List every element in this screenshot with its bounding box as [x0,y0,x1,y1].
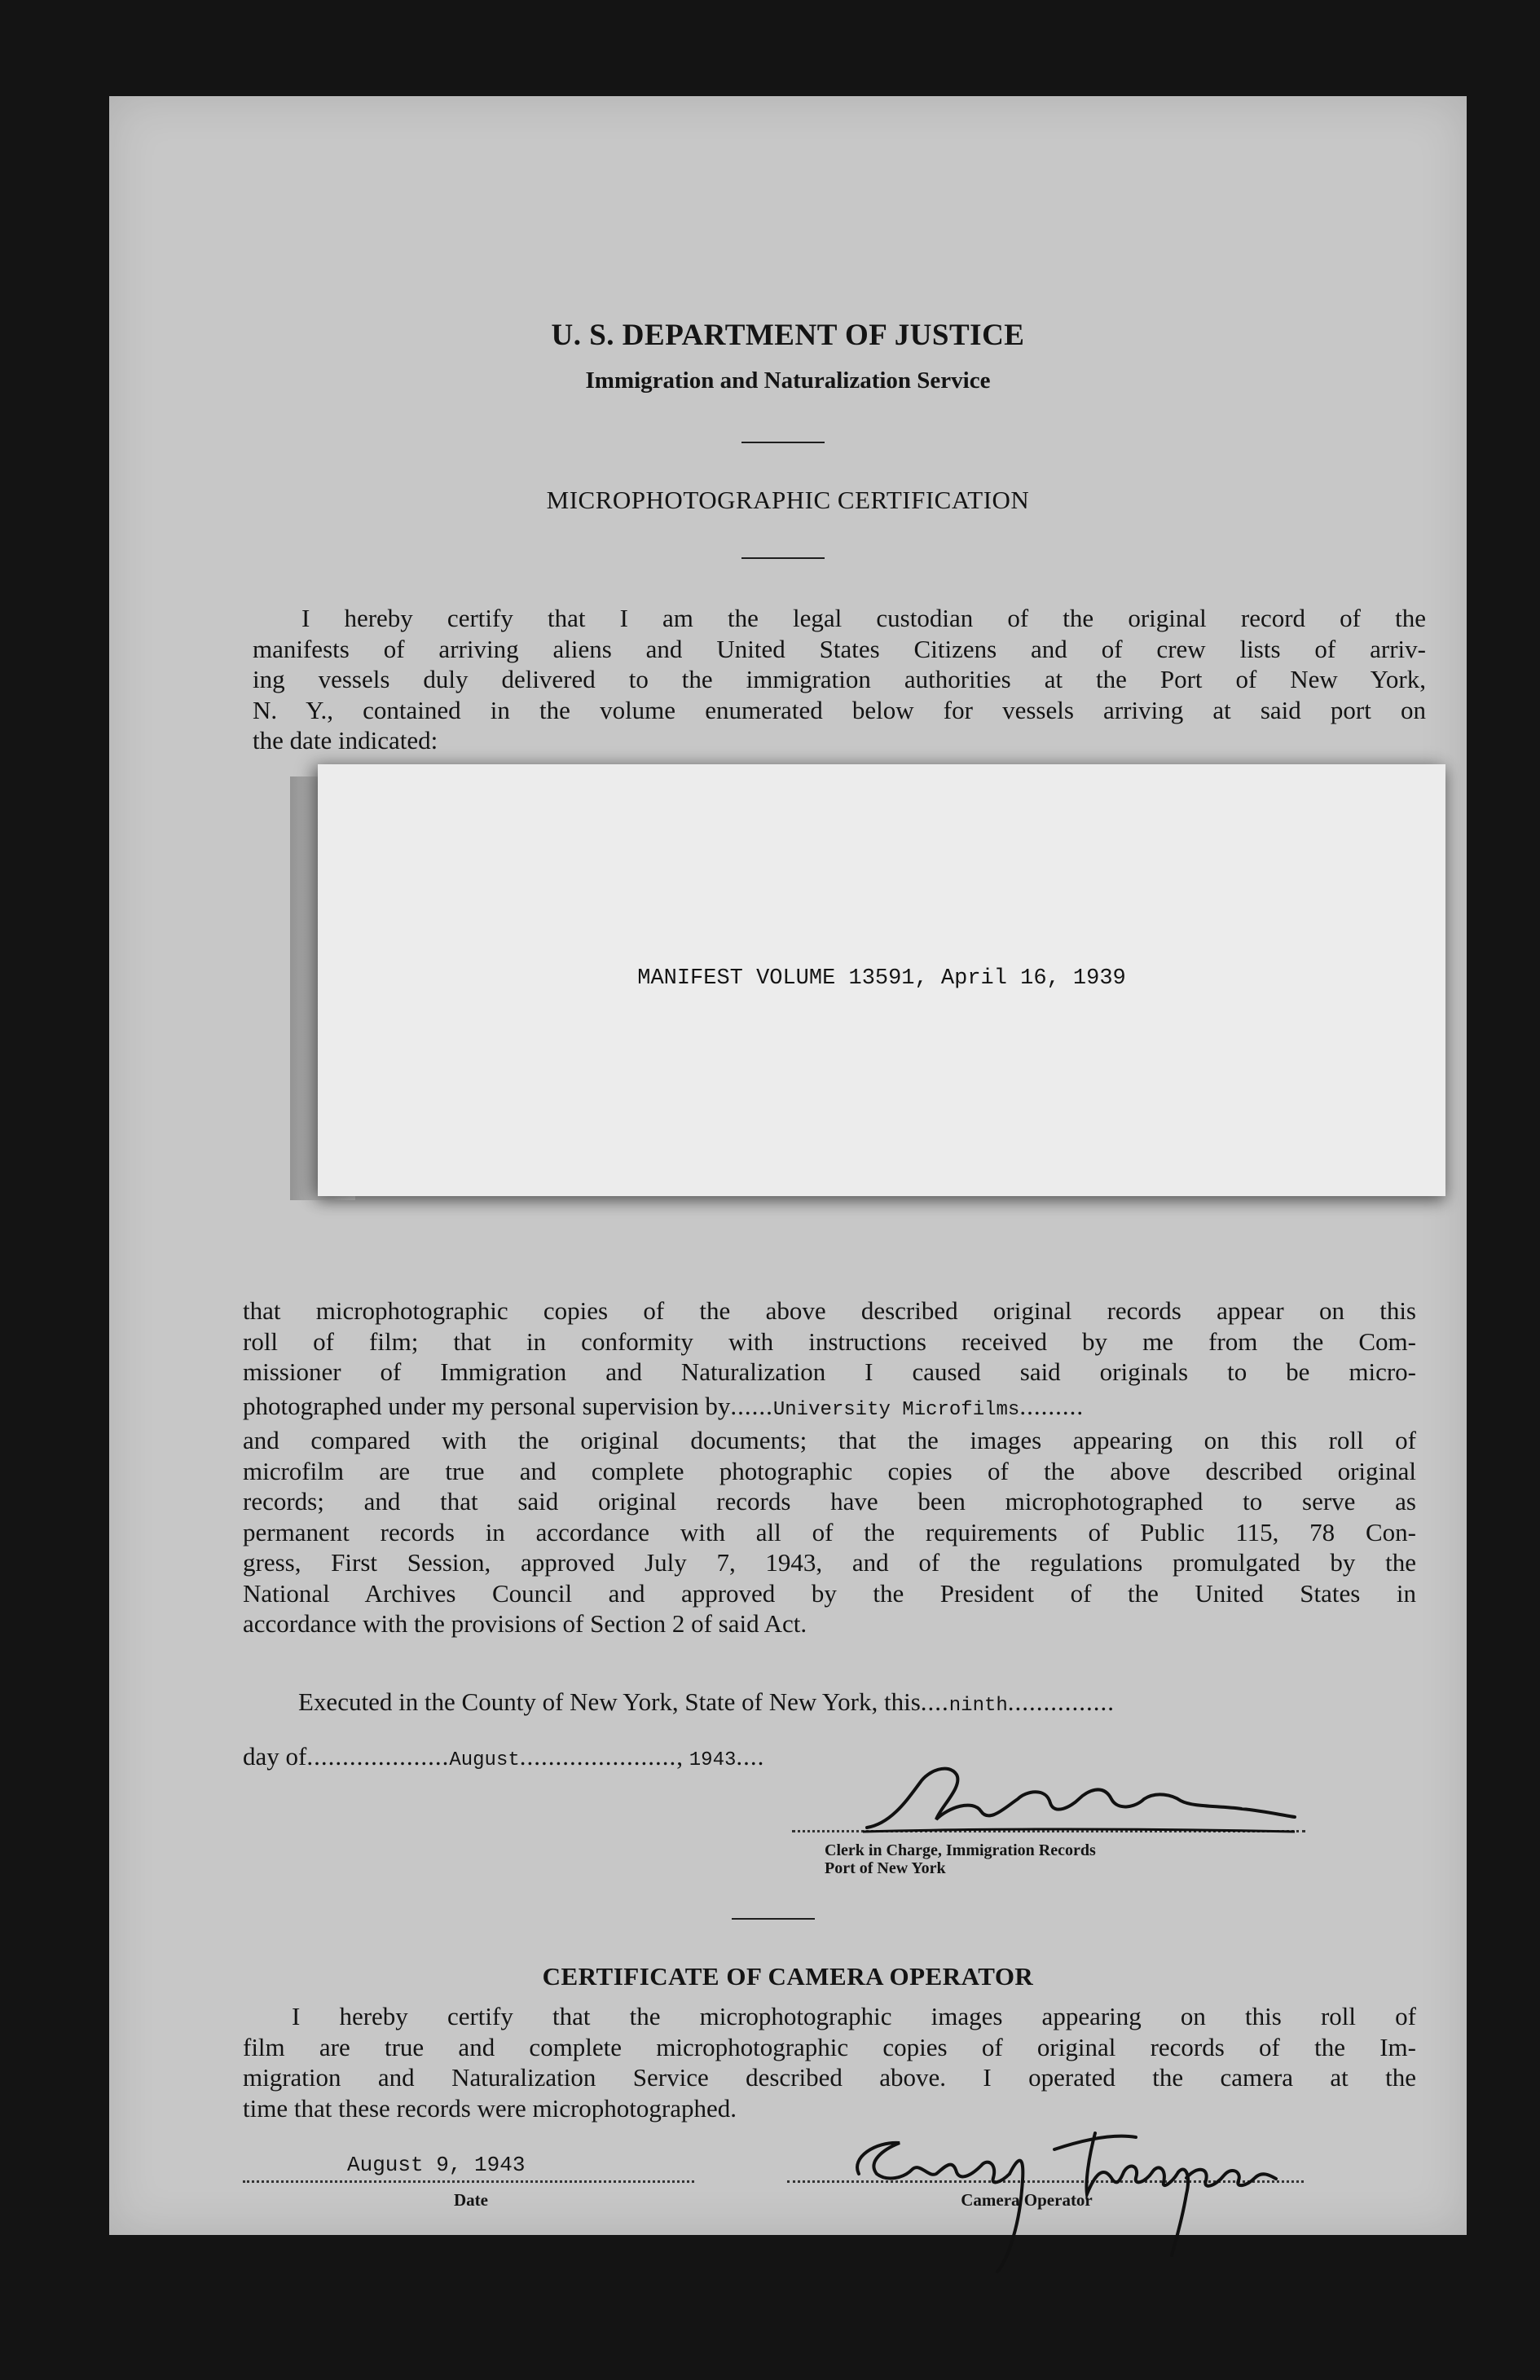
text-line: and compared with the original documents; that the images appearing on this roll of [243,1426,1416,1454]
day-value: ninth [948,1695,1008,1717]
divider-rule [741,557,825,559]
date-caption: Date [454,2190,488,2210]
divider-rule [732,1918,815,1920]
text-line: gress, First Session, approved July 7, 1943, and of the regulations promulgated by the [243,1548,1416,1577]
text-line: accordance with the provisions of Section 2 of said Act. [243,1609,807,1638]
operator-date-value: August 9, 1943 [347,2153,526,2177]
intro-paragraph [253,603,1426,756]
operator-caption: Camera Operator [961,2190,1093,2210]
text-line: roll of film; that in conformity with instructions received by me from the Com- [243,1326,1416,1356]
text-line: film are true and complete microphotographic copies of original records of the Im- [243,2032,1416,2061]
date-line [243,2180,694,2183]
body-paragraph [243,1296,1416,1639]
certification-title: MICROPHOTOGRAPHIC CERTIFICATION [546,486,1030,514]
text-line: time that these records were microphotographed. [243,2093,737,2123]
text-fragment: photographed under my personal supervision by [243,1391,731,1420]
text-line: that microphotographic copies of the above described original records appear on this [243,1296,1416,1325]
text-line: I hereby certify that I am the legal custodian of the original record of the [301,604,1426,632]
month-value: August [449,1749,520,1771]
department-heading: U. S. DEPARTMENT OF JUSTICE [551,319,1025,352]
service-subheading: Immigration and Naturalization Service [585,367,991,394]
certificate-sheet [109,96,1467,2235]
volume-slip [318,764,1445,1196]
text-line: permanent records in accordance with all of the requirements of Public 115, 78 Con- [243,1517,1416,1546]
text-line: migration and Naturalization Service described above. I operated the camera at the [243,2063,1416,2092]
clerk-caption-port: Port of New York [825,1859,946,1877]
text-line: National Archives Council and approved by the President of the United States in [243,1578,1416,1608]
photographed-by-line: photographed under my personal supervision by......University Microfilms......... [243,1391,1085,1421]
text-fragment: Executed in the County of New York, State of New York, this [298,1687,921,1716]
text-line: the date indicated: [253,726,438,754]
text-fragment: day of [243,1742,307,1771]
year-value: 1943 [689,1749,737,1771]
text-line: ing vessels duly delivered to the immigration authorities at the Port of New York, [253,665,1426,693]
operator-signature [826,2019,1283,2280]
photographer-name: University Microfilms [772,1398,1020,1421]
day-of-line: day of....................August......................, 1943.... [243,1742,765,1771]
camera-operator-title: CERTIFICATE OF CAMERA OPERATOR [542,1962,1034,1991]
text-line: microfilm are true and complete photographic copies of the above described original [243,1456,1416,1485]
clerk-caption-title: Clerk in Charge, Immigration Records [825,1841,1096,1859]
text-line: N. Y., contained in the volume enumerated below for vessels arriving at said port on [253,695,1426,724]
text-line: manifests of arriving aliens and United States Citizens and of crew lists of arriv- [253,634,1426,663]
text-line: missioner of Immigration and Naturalization I caused said originals to be micro- [243,1357,1416,1386]
executed-line: Executed in the County of New York, State of New York, this....ninth............... [298,1687,1115,1717]
clerk-caption [825,1841,1096,1877]
clerk-signature [859,1750,1299,1840]
divider-rule [741,442,825,443]
text-line: records; and that said original records have been microphotographed to serve as [243,1487,1416,1516]
text-line: I hereby certify that the microphotographic images appearing on this roll of [292,2002,1416,2030]
manifest-volume-text: MANIFEST VOLUME 13591, April 16, 1939 [637,966,1126,991]
